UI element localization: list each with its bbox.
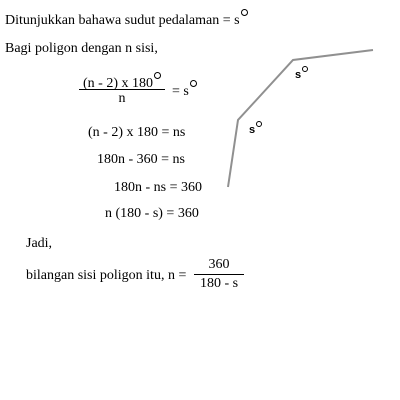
- degree-symbol: [256, 121, 262, 127]
- step-line: (n - 2) x 180 = ns: [88, 125, 186, 140]
- given-text: Bagi poligon dengan n sisi,: [5, 41, 158, 56]
- step-line: 180n - 360 = ns: [97, 152, 186, 167]
- step-line: 180n - ns = 360: [114, 180, 203, 195]
- degree-symbol: [302, 66, 308, 72]
- equation-rhs: = s: [172, 80, 197, 100]
- intro-prefix: Ditunjukkan bahawa sudut pedalaman = s: [5, 13, 240, 28]
- angle-label-top: s: [295, 66, 308, 81]
- equation-denominator: n: [118, 91, 126, 106]
- step-line: n (180 - s) = 360: [105, 206, 199, 221]
- jadi-label: Jadi,: [26, 236, 53, 251]
- conclusion-denominator: 180 - s: [199, 276, 239, 291]
- equation-numerator: (n - 2) x 180: [79, 72, 165, 92]
- conclusion-numerator: 360: [208, 257, 230, 272]
- angle-label-lower: s: [249, 121, 262, 136]
- conclusion-prefix: bilangan sisi poligon itu, n =: [26, 268, 187, 283]
